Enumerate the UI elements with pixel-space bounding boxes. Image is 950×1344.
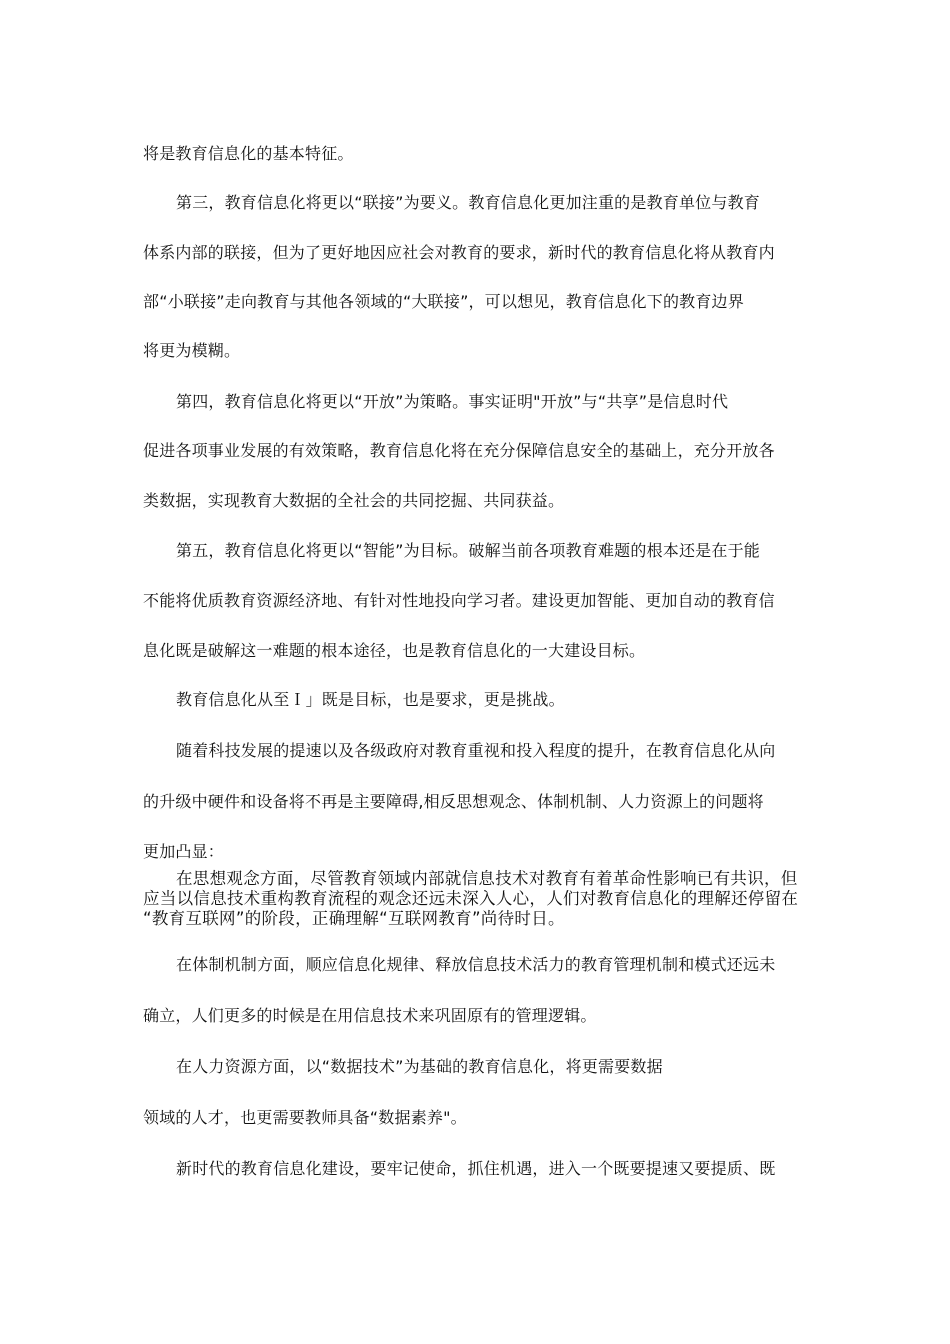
text-line: 领域的人才，也更需要教师具备“数据素养"。 <box>143 1108 467 1127</box>
paragraph-third-line-1: 第三，教育信息化将更以“联接”为要义。教育信息化更加注重的是教育单位与教育 <box>176 193 760 212</box>
text-line: 体系内部的联接，但为了更好地因应社会对教育的要求，新时代的教育信息化将从教育内 <box>143 243 775 262</box>
text-line: 类数据，实现教育大数据的全社会的共同挖掘、共同获益。 <box>143 491 565 510</box>
text-line: “教育互联网”的阶段，正确理解“互联网教育”尚待时日。 <box>143 909 565 928</box>
text-line: 促进各项事业发展的有效策略，教育信息化将在充分保障信息安全的基础上，充分开放各 <box>143 441 775 460</box>
challenge-line: 教育信息化从至Ｉ」既是目标，也是要求，更是挑战。 <box>176 690 565 709</box>
paragraph-fifth-line-1: 第五，教育信息化将更以“智能”为目标。破解当前各项教育难题的根本还是在于能 <box>176 541 760 560</box>
paragraph-hr-line-1: 在人力资源方面，以“数据技术”为基础的教育信息化，将更需要数据 <box>176 1057 663 1076</box>
text-line: 将更为模糊。 <box>143 341 241 360</box>
paragraph-tech-line-1: 随着科技发展的提速以及各级政府对教育重视和投入程度的提升，在教育信息化从向 <box>176 741 776 760</box>
text-line: 息化既是破解这一难题的根本途径，也是教育信息化的一大建设目标。 <box>143 641 646 660</box>
text-line: 应当以信息技术重构教育流程的观念还远未深入人心，人们对教育信息化的理解还停留在 <box>143 889 799 908</box>
text-line: 的升级中硬件和设备将不再是主要障碍,相反思想观念、体制机制、人力资源上的问题将 <box>143 792 764 811</box>
paragraph-institution-line-1: 在体制机制方面，顺应信息化规律、释放信息技术活力的教育管理机制和模式还远未 <box>176 955 776 974</box>
paragraph-fourth-line-1: 第四，教育信息化将更以“开放”为策略。事实证明"开放”与“共享”是信息时代 <box>176 392 729 411</box>
text-line: 不能将优质教育资源经济地、有针对性地投向学习者。建设更加智能、更加自动的教育信 <box>143 591 775 610</box>
text-line: 将是教育信息化的基本特征。 <box>143 144 354 163</box>
text-line: 更加凸显： <box>143 842 225 861</box>
text-line: 部“小联接”走向教育与其他各领域的“大联接”，可以想见，教育信息化下的教育边界 <box>143 292 744 311</box>
text-line: 确立，人们更多的时候是在用信息技术来巩固原有的管理逻辑。 <box>143 1006 597 1025</box>
paragraph-new-era-line-1: 新时代的教育信息化建设，要牢记使命，抓住机遇，进入一个既要提速又要提质、既 <box>176 1159 776 1178</box>
paragraph-ideas-line-1: 在思想观念方面，尽管教育领域内部就信息技术对教育有着革命性影响已有共识，但 <box>176 869 798 888</box>
